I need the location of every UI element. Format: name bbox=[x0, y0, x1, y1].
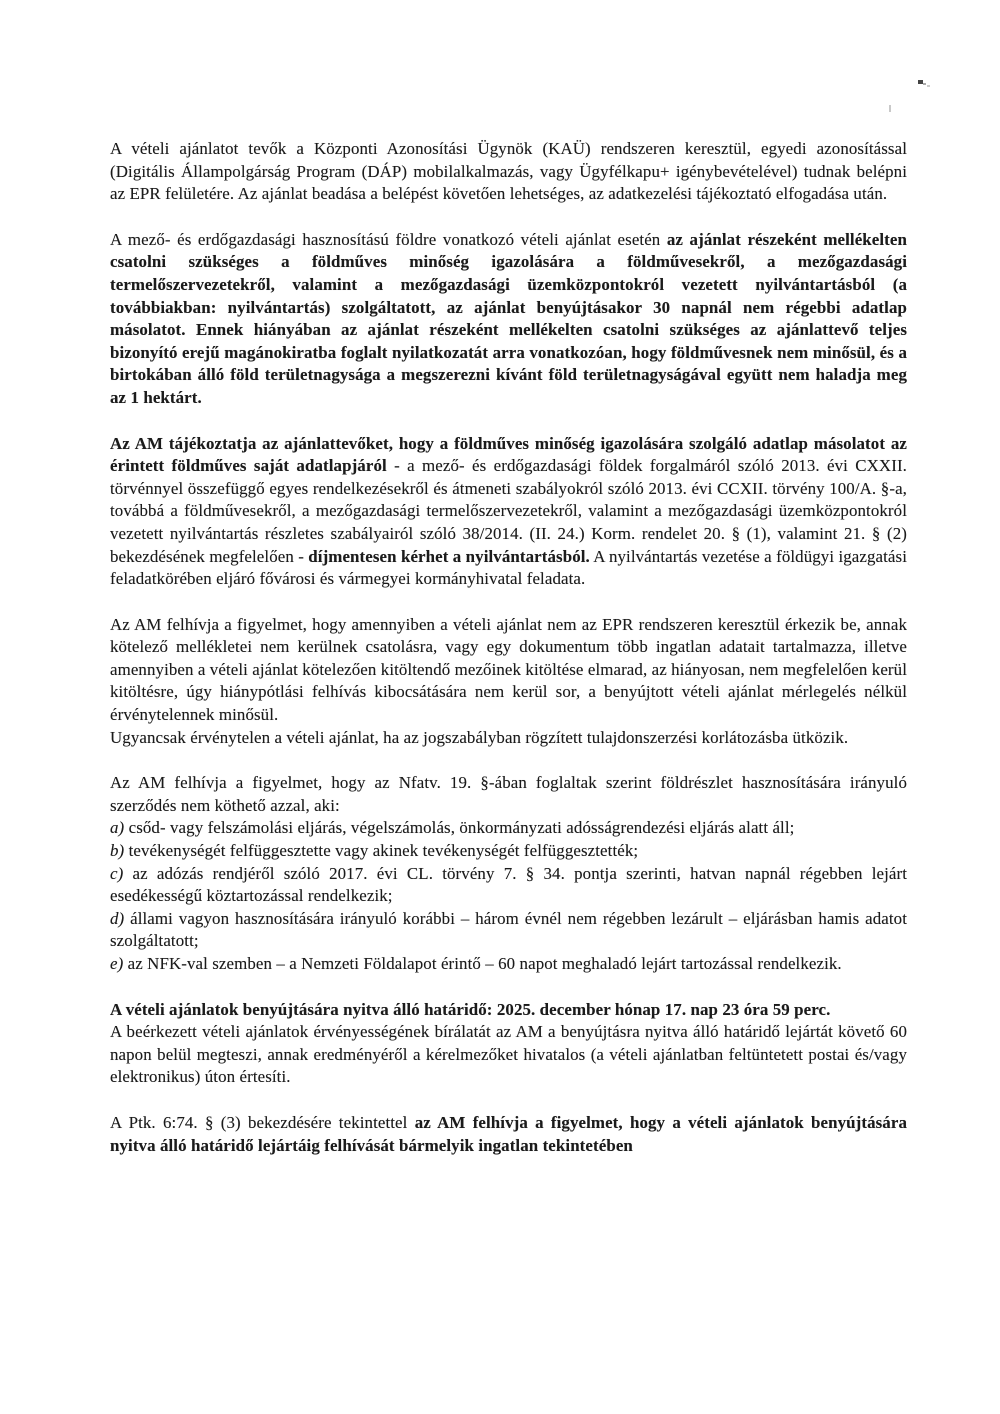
text-run: csőd- vagy felszámolási eljárás, végelszámolás, önkormányzati adósságrendezési eljárás alatt áll; bbox=[124, 818, 795, 838]
list-item-b bbox=[110, 840, 907, 863]
paragraph-login-info bbox=[110, 138, 907, 206]
text-run: Ugyancsak érvénytelen a vételi ajánlat, ha az jogszabályban rögzített tulajdonszerzési korlátozásba ütközik. bbox=[110, 727, 849, 747]
scan-artifact-speck bbox=[918, 80, 923, 84]
list-item-d bbox=[110, 908, 907, 953]
text-run-bold: A vételi ajánlatok benyújtására nyitva álló határidő: 2025. december hónap 17. nap 23 óra 59 perc. bbox=[110, 999, 831, 1019]
paragraph-ptk-notice bbox=[110, 1112, 907, 1157]
text-run: A beérkezett vételi ajánlatok érvényességének bírálatát az AM a benyújtásra nyitva álló határidő lejártát követő 60 napon belül megteszi, annak eredményéről a kérelmezőket hivatalos (a vételi ajánlatban feltüntetett postai és/vagy elektronikus) úton értesíti. bbox=[110, 1022, 907, 1087]
list-marker: e) bbox=[110, 954, 124, 973]
text-run-bold: díjmentesen kérhet a nyilvántartásból. bbox=[308, 546, 590, 566]
text-run: - a mező- és erdőgazdasági földek forgalmáról szóló 2013. évi CXXII. törvénnyel összefüggő egyes rendelkezésekről és átmeneti szabályokról szóló 2013. évi CCXII. törvény 100/A. §-a, továbbá a földművesekről, a mezőgazdasági termelőszervezetekről, valamint a mezőgazdasági üzemközpontokról vezetett nyilvántartás részletes szabályairól szóló 38/2014. (II. 24.) Korm. rendelet 20. § (1), valamint 21. § (2) bekezdésének megfelelően - bbox=[110, 456, 907, 566]
text-run: az adózás rendjéről szóló 2017. évi CL. törvény 7. § 34. pontja szerinti, hatvan napnál régebben lejárt esedékességű köztartozással rendelkezik; bbox=[110, 863, 907, 906]
text-run: az NFK-val szemben – a Nemzeti Földalapot érintő – 60 napot meghaladó lejárt tartozással rendelkezik. bbox=[123, 954, 842, 973]
text-run: Az AM felhívja a figyelmet, hogy az Nfatv. 19. §-ában foglaltak szerint földrészlet hasznosítására irányuló szerződés nem köthető azzal, aki: bbox=[110, 773, 907, 815]
text-run: A nyilvántartás vezetése a földügyi igazgatási feladatkörében eljáró fővárosi és vármegyei kormányhivatal feladata. bbox=[110, 546, 907, 589]
document-body bbox=[110, 138, 907, 1157]
list-item-e bbox=[110, 953, 907, 976]
paragraph-deadline bbox=[110, 999, 907, 1022]
paragraph-attachment-requirement bbox=[110, 229, 907, 410]
text-run: tevékenységét felfüggesztette vagy akinek tevékenységét felfüggesztették; bbox=[124, 841, 639, 861]
list-marker: d) bbox=[110, 908, 125, 928]
paragraph-invalidity-warning bbox=[110, 614, 907, 727]
text-run-bold: Az AM tájékoztatja az ajánlattevőket, hogy a földműves minőség igazolására szolgáló adatlap másolatot az érintett földműves saját adatlapjáról bbox=[110, 433, 907, 476]
text-run-bold: az AM felhívja a figyelmet, hogy a vételi ajánlatok benyújtására nyitva álló határidő lejártáig felhívását bármelyik ingatlan tekintetében bbox=[110, 1112, 907, 1155]
text-run-bold: az ajánlat részeként mellékelten csatolni szükséges a földműves minőség igazolására a földművesekről, a mezőgazdasági termelőszervezetekről, valamint a mezőgazdasági üzemközpontokról vezetett nyilvántartásból (a továbbiakban: nyilvántartás) szolgáltatott, az ajánlat benyújtásakor 30 napnál nem régebbi adatlap másolatot. Ennek hiányában az ajánlat részeként mellékelten csatolni szükséges az ajánlattevő teljes bizonyító erejű magánokiratba foglalt nyilatkozatát arra vonatkozóan, hogy földművesnek nem minősül, és a birtokában álló föld területnagysága a megszerezni kívánt föld területnagyságával együtt nem haladja meg az 1 hektárt. bbox=[110, 229, 907, 407]
list-marker: b) bbox=[110, 841, 125, 861]
list-item-a bbox=[110, 817, 907, 840]
text-run: A Ptk. 6:74. § (3) bekezdésére tekintettel bbox=[110, 1112, 415, 1132]
text-run: állami vagyon hasznosítására irányuló korábbi – három évnél nem régebben lezárult – eljárásban hamis adatot szolgáltatott; bbox=[110, 908, 907, 951]
list-marker: a) bbox=[110, 818, 125, 838]
text-run: A mező- és erdőgazdasági hasznosítású földre vonatkozó vételi ajánlat esetén bbox=[110, 229, 667, 249]
list-item-c bbox=[110, 863, 907, 908]
text-run: Az AM felhívja a figyelmet, hogy amennyiben a vételi ajánlat nem az EPR rendszeren keresztül érkezik be, annak kötelező mellékletei nem kerülnek csatolásra, vagy egy dokumentum több ingatlan adatait tartalmazza, illetve amennyiben a vételi ajánlat kötelezően kitöltendő mezőinek kitöltése elmarad, az hiányosan, nem megfelelően kerül kitöltésre, úgy hiánypótlási felhívás kibocsátására nem kerül sor, a benyújtott vételi ajánlat mérlegelés nélkül érvénytelennek minősül. bbox=[110, 614, 907, 725]
text-run: A vételi ajánlatot tevők a Központi Azonosítási Ügynök (KAÜ) rendszeren keresztül, egyedi azonosítással (Digitális Állampolgárság Program (DÁP) mobilalkalmazás, vagy Ügyfélkapu+ igénybevételével) tudnak belépni az EPR felületére. Az ajánlat beadása a belépést követően lehetséges, az adatkezelési tájékoztató elfogadása után. bbox=[110, 139, 907, 204]
paragraph-invalidity-continued bbox=[110, 727, 907, 750]
paragraph-registry-info bbox=[110, 433, 907, 591]
scan-artifact-speck bbox=[889, 105, 891, 112]
paragraph-nfatv-intro bbox=[110, 772, 907, 817]
paragraph-evaluation bbox=[110, 1021, 907, 1089]
list-marker: c) bbox=[110, 863, 124, 883]
